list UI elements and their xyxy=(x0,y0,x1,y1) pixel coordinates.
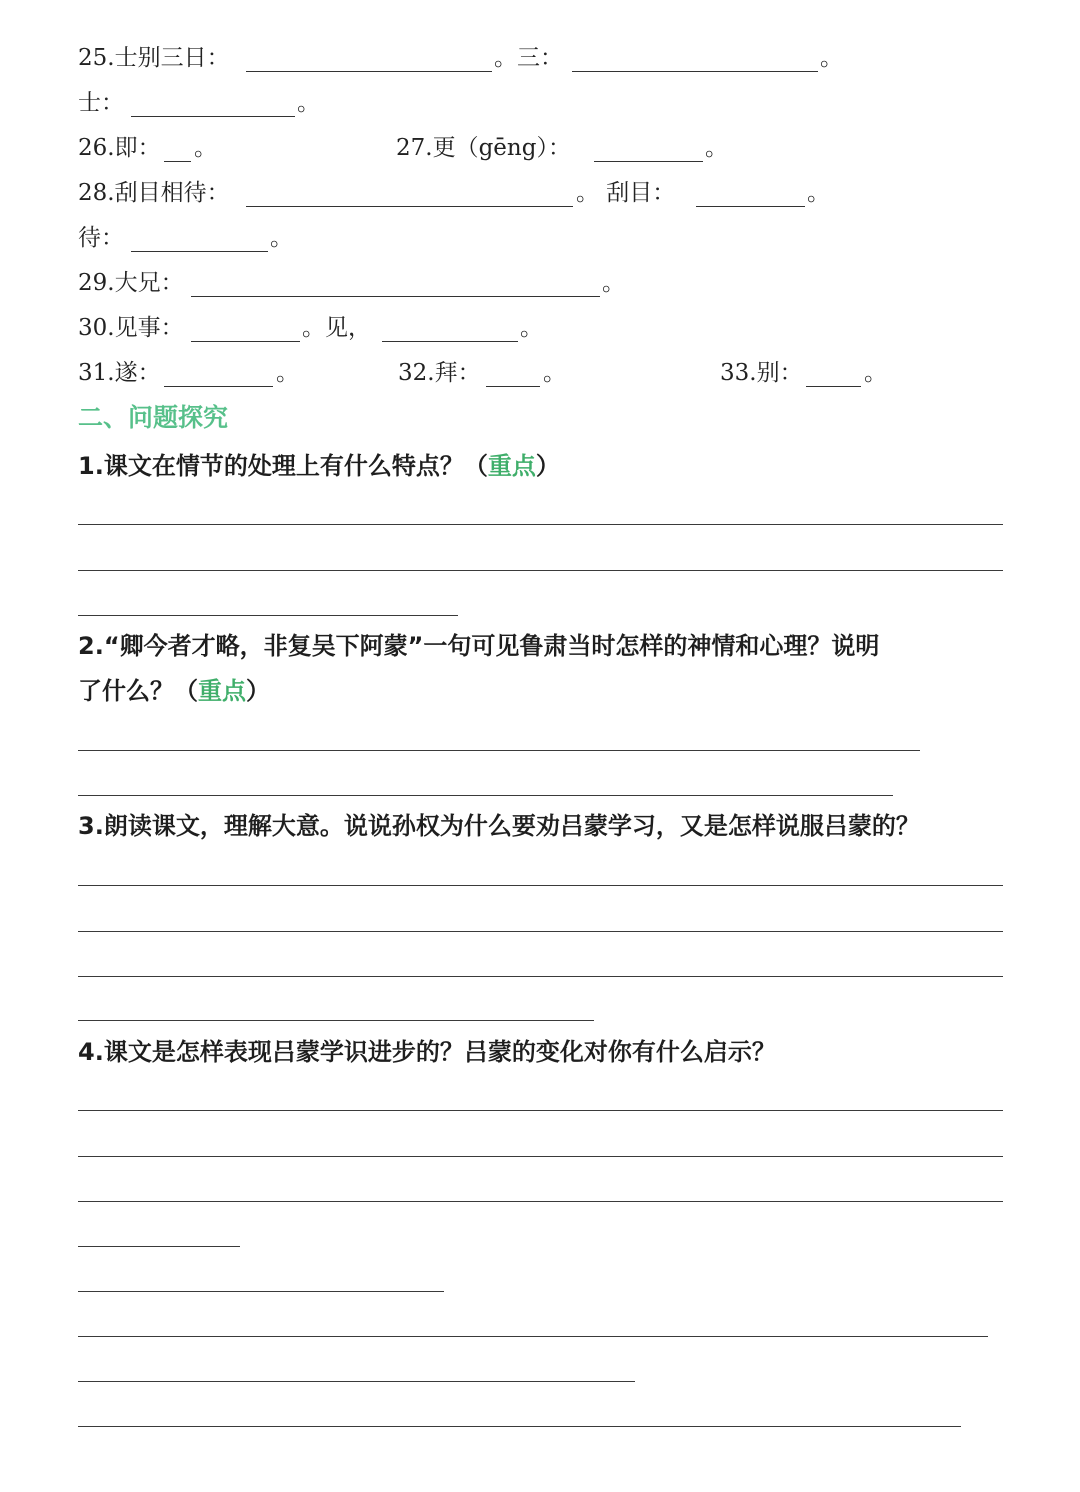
answer-line[interactable] xyxy=(78,570,1003,571)
answer-line[interactable] xyxy=(78,1201,1003,1202)
answer-line[interactable] xyxy=(78,1110,1003,1111)
item-27-label: 27.更（gēng）： xyxy=(396,135,571,161)
item-28-part2: 。 刮目： xyxy=(576,180,676,206)
item-27-end: 。 xyxy=(705,135,728,161)
item-dai-label: 待： xyxy=(78,225,124,251)
answer-line[interactable] xyxy=(78,1381,635,1382)
blank-31[interactable] xyxy=(164,386,273,387)
question-1-tag: 重点 xyxy=(487,452,536,480)
question-1 xyxy=(78,450,560,482)
blank-30-a[interactable] xyxy=(191,341,300,342)
blank-dai[interactable] xyxy=(131,251,268,252)
item-31-label: 31.遂： xyxy=(78,360,161,386)
question-2-text: 了什么？（ xyxy=(78,677,198,705)
answer-line[interactable] xyxy=(78,1020,594,1021)
item-32-label: 32.拜： xyxy=(398,360,481,386)
answer-line[interactable] xyxy=(78,615,458,616)
item-31-end: 。 xyxy=(276,360,299,386)
item-29-label: 29.大兄： xyxy=(78,270,184,296)
item-32-end: 。 xyxy=(543,360,566,386)
blank-30-b[interactable] xyxy=(382,341,518,342)
answer-line[interactable] xyxy=(78,750,920,751)
question-4: 4.课文是怎样表现吕蒙学识进步的？吕蒙的变化对你有什么启示？ xyxy=(78,1038,776,1066)
answer-line[interactable] xyxy=(78,885,1003,886)
item-33-label: 33.别： xyxy=(720,360,803,386)
item-shi-end: 。 xyxy=(297,90,320,116)
question-2-line-1: 2.“卿今者才略，非复吴下阿蒙”一句可见鲁肃当时怎样的神情和心理？说明 xyxy=(78,632,880,660)
item-25-end: 。 xyxy=(820,45,843,71)
item-25-label: 25.士别三日： xyxy=(78,45,230,71)
blank-25-a[interactable] xyxy=(246,71,492,72)
question-3: 3.朗读课文，理解大意。说说孙权为什么要劝吕蒙学习，又是怎样说服吕蒙的？ xyxy=(78,812,920,840)
question-2-close: ） xyxy=(246,677,270,705)
item-26-label: 26.即： xyxy=(78,135,161,161)
answer-line[interactable] xyxy=(78,976,1003,977)
question-1-text: 1.课文在情节的处理上有什么特点？（ xyxy=(78,452,488,480)
item-29-end: 。 xyxy=(602,270,625,296)
answer-line[interactable] xyxy=(78,1291,444,1292)
answer-line[interactable] xyxy=(78,795,893,796)
blank-29[interactable] xyxy=(191,296,600,297)
blank-28-b[interactable] xyxy=(696,206,805,207)
answer-line[interactable] xyxy=(78,1156,1003,1157)
item-30-label: 30.见事： xyxy=(78,315,184,341)
answer-line[interactable] xyxy=(78,524,1003,525)
blank-shi[interactable] xyxy=(131,116,295,117)
question-2-tag: 重点 xyxy=(198,677,246,705)
section-title: 二、问题探究 xyxy=(78,403,229,432)
answer-line[interactable] xyxy=(78,1246,240,1247)
answer-line[interactable] xyxy=(78,931,1003,932)
item-dai-end: 。 xyxy=(270,225,293,251)
answer-line[interactable] xyxy=(78,1336,988,1337)
blank-28-a[interactable] xyxy=(246,206,573,207)
answer-line[interactable] xyxy=(78,1426,961,1427)
blank-32[interactable] xyxy=(486,386,540,387)
item-30-part2: 。见， xyxy=(302,315,371,341)
item-33-end: 。 xyxy=(864,360,887,386)
question-1-close: ） xyxy=(535,452,560,480)
item-26-end: 。 xyxy=(194,135,217,161)
blank-27[interactable] xyxy=(594,161,703,162)
item-25-part2: 。三： xyxy=(494,45,563,71)
blank-33[interactable] xyxy=(806,386,861,387)
item-shi-label: 士： xyxy=(78,90,124,116)
item-28-label: 28.刮目相待： xyxy=(78,180,230,206)
question-2-line-2 xyxy=(78,675,270,707)
blank-26[interactable] xyxy=(164,161,191,162)
blank-25-b[interactable] xyxy=(572,71,818,72)
item-28-end: 。 xyxy=(807,180,830,206)
item-30-end: 。 xyxy=(520,315,543,341)
